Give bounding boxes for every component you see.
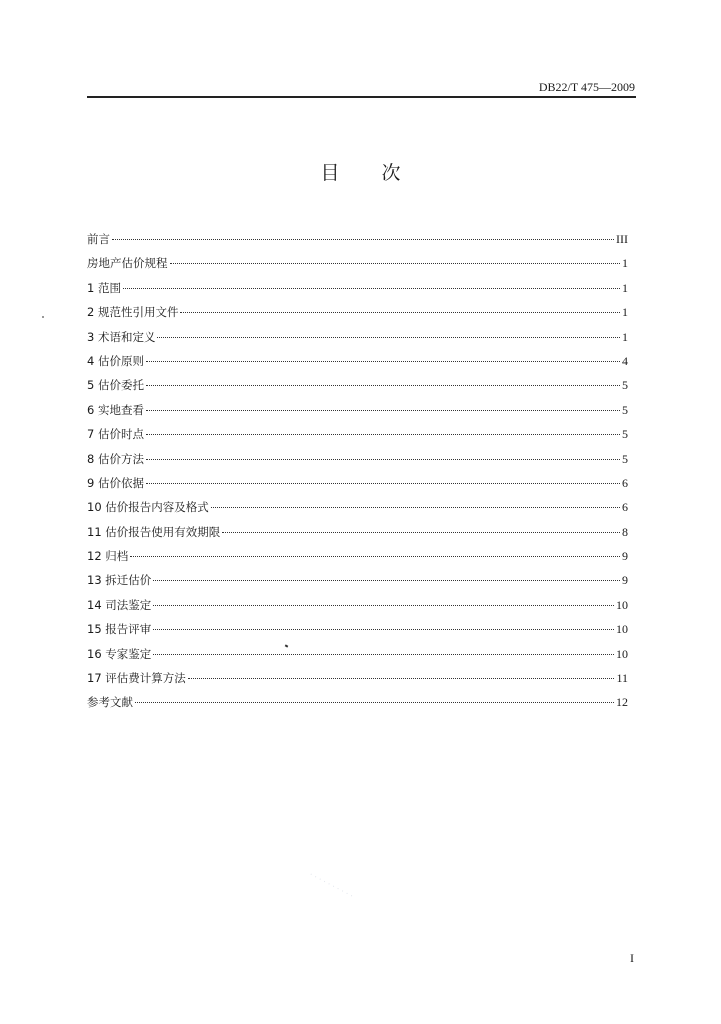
toc-entry[interactable] <box>87 475 628 499</box>
toc-entry-number: 12 <box>87 549 106 564</box>
toc-leader-dots <box>135 702 614 703</box>
toc-entry-number: 1 <box>87 280 98 295</box>
toc-entry-number: 13 <box>87 573 106 588</box>
toc-entry-page: 9 <box>622 573 628 588</box>
toc-leader-dots <box>157 337 620 338</box>
toc-entry[interactable] <box>87 646 628 670</box>
toc-leader-dots <box>170 263 621 264</box>
toc-entry-page: 5 <box>622 427 628 442</box>
toc-entry-number: 8 <box>87 451 98 466</box>
toc-entry-page: 1 <box>622 280 628 295</box>
toc-entry-page: 5 <box>622 451 628 466</box>
page-number: I <box>630 951 634 965</box>
toc-leader-dots <box>153 580 620 581</box>
toc-leader-dots <box>123 288 620 289</box>
toc-leader-dots <box>211 507 620 508</box>
toc-entry[interactable] <box>87 499 628 523</box>
toc-entry-page: 1 <box>622 305 628 320</box>
toc-entry-label: 范围 <box>97 280 121 295</box>
toc-leader-dots <box>146 410 620 411</box>
toc-entry[interactable] <box>87 694 628 718</box>
toc-entry-number: 7 <box>87 427 98 442</box>
toc-entry-label: 参考文献 <box>87 695 133 710</box>
toc-entry[interactable] <box>87 231 628 255</box>
toc-entry-number: 5 <box>87 378 98 393</box>
toc-entry-number: 2 <box>87 305 98 320</box>
toc-entry-label: 评估费计算方法 <box>105 671 186 686</box>
toc-entry-page: 9 <box>622 549 628 564</box>
toc-entry-number: 15 <box>87 622 106 637</box>
toc-entry-label: 估价时点 <box>97 427 144 442</box>
toc-entry[interactable] <box>87 304 628 328</box>
toc-entry-page: 1 <box>622 256 628 271</box>
header-rule <box>87 96 636 98</box>
toc-entry[interactable] <box>87 572 628 596</box>
toc-entry-label: 房地产估价规程 <box>87 256 168 271</box>
toc-entry-label: 司法鉴定 <box>105 597 152 612</box>
toc-entry[interactable] <box>87 597 628 621</box>
toc-entry-page: 4 <box>622 353 628 368</box>
toc-entry-page: 8 <box>622 524 628 539</box>
toc-entry-label: 规范性引用文件 <box>97 305 179 320</box>
toc-entry[interactable] <box>87 670 628 694</box>
toc-leader-dots <box>153 605 614 606</box>
toc-leader-dots <box>188 678 615 679</box>
toc-entry-page: 6 <box>622 475 628 490</box>
toc-leader-dots <box>112 239 614 240</box>
toc-entry-page: 12 <box>616 695 628 710</box>
faint-watermark: · · · · · · · · · · <box>307 870 355 901</box>
toc-entry-label: 估价委托 <box>97 378 144 393</box>
toc-entry-label: 前言 <box>87 232 110 246</box>
toc-entry[interactable] <box>87 255 628 279</box>
toc-entry[interactable] <box>87 280 628 304</box>
toc-leader-dots <box>130 556 620 557</box>
toc-entry-label: 术语和定义 <box>97 329 156 344</box>
toc-entry-page: 5 <box>622 378 628 393</box>
toc-entry[interactable] <box>87 621 628 645</box>
toc-entry-page: 10 <box>616 622 628 637</box>
toc-entry[interactable] <box>87 377 628 401</box>
page-title: 目 次 <box>320 162 419 184</box>
toc-leader-dots <box>146 385 620 386</box>
toc-leader-dots <box>146 361 620 362</box>
toc-entry-number: 3 <box>87 329 98 344</box>
toc-entry-label: 报告评审 <box>105 622 152 637</box>
toc-entry-label: 估价方法 <box>97 451 144 466</box>
toc-entry-number: 14 <box>87 597 106 612</box>
toc-leader-dots <box>180 312 620 313</box>
toc-leader-dots <box>153 654 614 655</box>
toc-entry-label: 估价原则 <box>97 353 144 368</box>
toc-entry-number: 16 <box>87 646 106 661</box>
toc-entry-number: 11 <box>87 524 106 539</box>
toc-entry[interactable] <box>87 548 628 572</box>
toc-entry-label: 估价报告内容及格式 <box>105 500 209 515</box>
toc-entry-page: 11 <box>616 671 628 686</box>
toc-leader-dots <box>146 483 620 484</box>
toc-entry-page: 10 <box>616 646 628 661</box>
toc-entry-label: 估价报告使用有效期限 <box>105 524 221 539</box>
toc-entry-page: III <box>616 232 628 246</box>
toc-entry-number: 6 <box>87 402 98 417</box>
toc-leader-dots <box>222 532 620 533</box>
toc-entry[interactable] <box>87 524 628 548</box>
toc-entry-label: 实地查看 <box>97 402 144 417</box>
scan-speck <box>42 316 44 318</box>
toc-leader-dots <box>153 629 614 630</box>
toc-entry-page: 10 <box>616 597 628 612</box>
toc-entry-label: 估价依据 <box>97 475 144 490</box>
toc-entry-label: 专家鉴定 <box>105 646 152 661</box>
toc-leader-dots <box>146 459 620 460</box>
toc-entry-number: 4 <box>87 353 98 368</box>
table-of-contents <box>87 231 628 719</box>
toc-leader-dots <box>146 434 620 435</box>
toc-entry[interactable] <box>87 426 628 450</box>
toc-entry[interactable] <box>87 329 628 353</box>
toc-entry[interactable] <box>87 402 628 426</box>
toc-entry-number: 9 <box>87 475 98 490</box>
toc-entry-number: 10 <box>87 500 106 515</box>
toc-entry-number: 17 <box>87 671 106 686</box>
toc-entry[interactable] <box>87 353 628 377</box>
toc-entry-label: 拆迁估价 <box>105 573 152 588</box>
toc-entry-label: 归档 <box>105 549 129 564</box>
toc-entry-page: 5 <box>622 402 628 417</box>
toc-entry-page: 6 <box>622 500 628 515</box>
standard-code: DB22/T 475—2009 <box>538 80 635 94</box>
toc-entry[interactable] <box>87 451 628 475</box>
toc-entry-page: 1 <box>622 329 628 344</box>
